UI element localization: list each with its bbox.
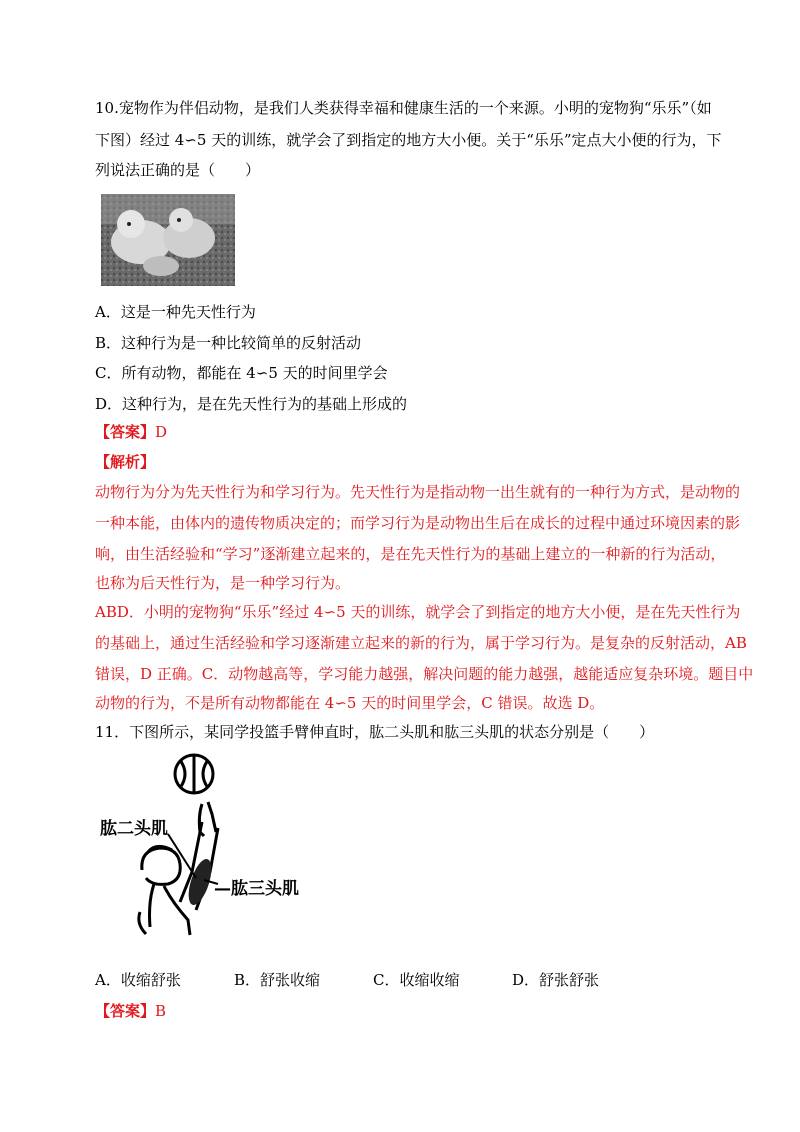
q11-option-d: D．舒张舒张 bbox=[512, 971, 600, 989]
triceps-label: —肱三头肌 bbox=[214, 879, 299, 899]
q11-answer-tag: 【答案】 bbox=[95, 1002, 156, 1020]
q10-option-d: D．这种行为，是在先天性行为的基础上形成的 bbox=[95, 395, 408, 413]
q10-option-c: C．所有动物，都能在 4∽5 天的时间里学会 bbox=[95, 364, 388, 382]
q10-option-a: A．这是一种先天性行为 bbox=[95, 303, 256, 321]
q11-option-b: B．舒张收缩 bbox=[234, 971, 321, 989]
q10-stem-line-2: 下图）经过 4∽5 天的训练，就学会了到指定的地方大小便。关于“乐乐”定点大小便的行为，下 bbox=[95, 131, 722, 149]
q11-stem: 11．下图所示，某同学投篮手臂伸直时，肱二头肌和肱三头肌的状态分别是（ ） bbox=[95, 723, 655, 741]
q10-analysis-line-1: 动物行为分为先天性行为和学习行为。先天性行为是指动物一出生就有的一种行为方式，是动物的 bbox=[95, 483, 741, 501]
q10-analysis-line-6: 的基础上，通过生活经验和学习逐渐建立起来的新的行为，属于学习行为。是复杂的反射活动，AB bbox=[95, 634, 747, 652]
dog-photo bbox=[101, 194, 235, 286]
q10-option-b: B．这种行为是一种比较简单的反射活动 bbox=[95, 334, 362, 352]
q10-analysis-tag: 【解析】 bbox=[95, 453, 156, 471]
q10-stem-line-1: 10.宠物作为伴侣动物，是我们人类获得幸福和健康生活的一个来源。小明的宠物狗“乐乐”（如 bbox=[95, 99, 712, 117]
q10-analysis-line-7: 错误，D 正确。C．动物越高等，学习能力越强，解决问题的能力越强，越能适应复杂环境。题目中 bbox=[95, 665, 754, 683]
q10-analysis-line-4: 也称为后天性行为，是一种学习行为。 bbox=[95, 574, 351, 592]
q10-analysis-line-3: 响，由生活经验和“学习”逐渐建立起来的，是在先天性行为的基础上建立的一种新的行为活动， bbox=[95, 545, 726, 563]
q10-analysis-tag-row bbox=[95, 452, 705, 472]
q10-stem-line-3: 列说法正确的是（ ） bbox=[95, 161, 261, 179]
q11-answer-row bbox=[95, 1001, 705, 1021]
basketball-arm-figure bbox=[100, 752, 320, 937]
q10-analysis-line-5: ABD．小明的宠物狗“乐乐”经过 4∽5 天的训练，就学会了到指定的地方大小便，是在先天性行为 bbox=[95, 603, 741, 621]
basketball-icon bbox=[175, 755, 213, 793]
q11-option-c: C．收缩收缩 bbox=[373, 971, 460, 989]
q11-option-a: A．收缩舒张 bbox=[95, 971, 181, 989]
q10-answer-row bbox=[95, 422, 705, 442]
biceps-label: 肱二头肌 bbox=[100, 819, 168, 839]
q11-answer: B bbox=[155, 1002, 167, 1020]
dog-photo-image bbox=[101, 194, 235, 286]
q10-analysis-line-8: 动物的行为，不是所有动物都能在 4∽5 天的时间里学会，C 错误。故选 D。 bbox=[95, 694, 605, 712]
arm-diagram bbox=[100, 752, 320, 937]
q10-answer: D bbox=[155, 423, 168, 441]
q10-answer-tag: 【答案】 bbox=[95, 423, 156, 441]
q10-analysis-line-2: 一种本能，由体内的遗传物质决定的；而学习行为是动物出生后在成长的过程中通过环境因素的影 bbox=[95, 514, 741, 532]
